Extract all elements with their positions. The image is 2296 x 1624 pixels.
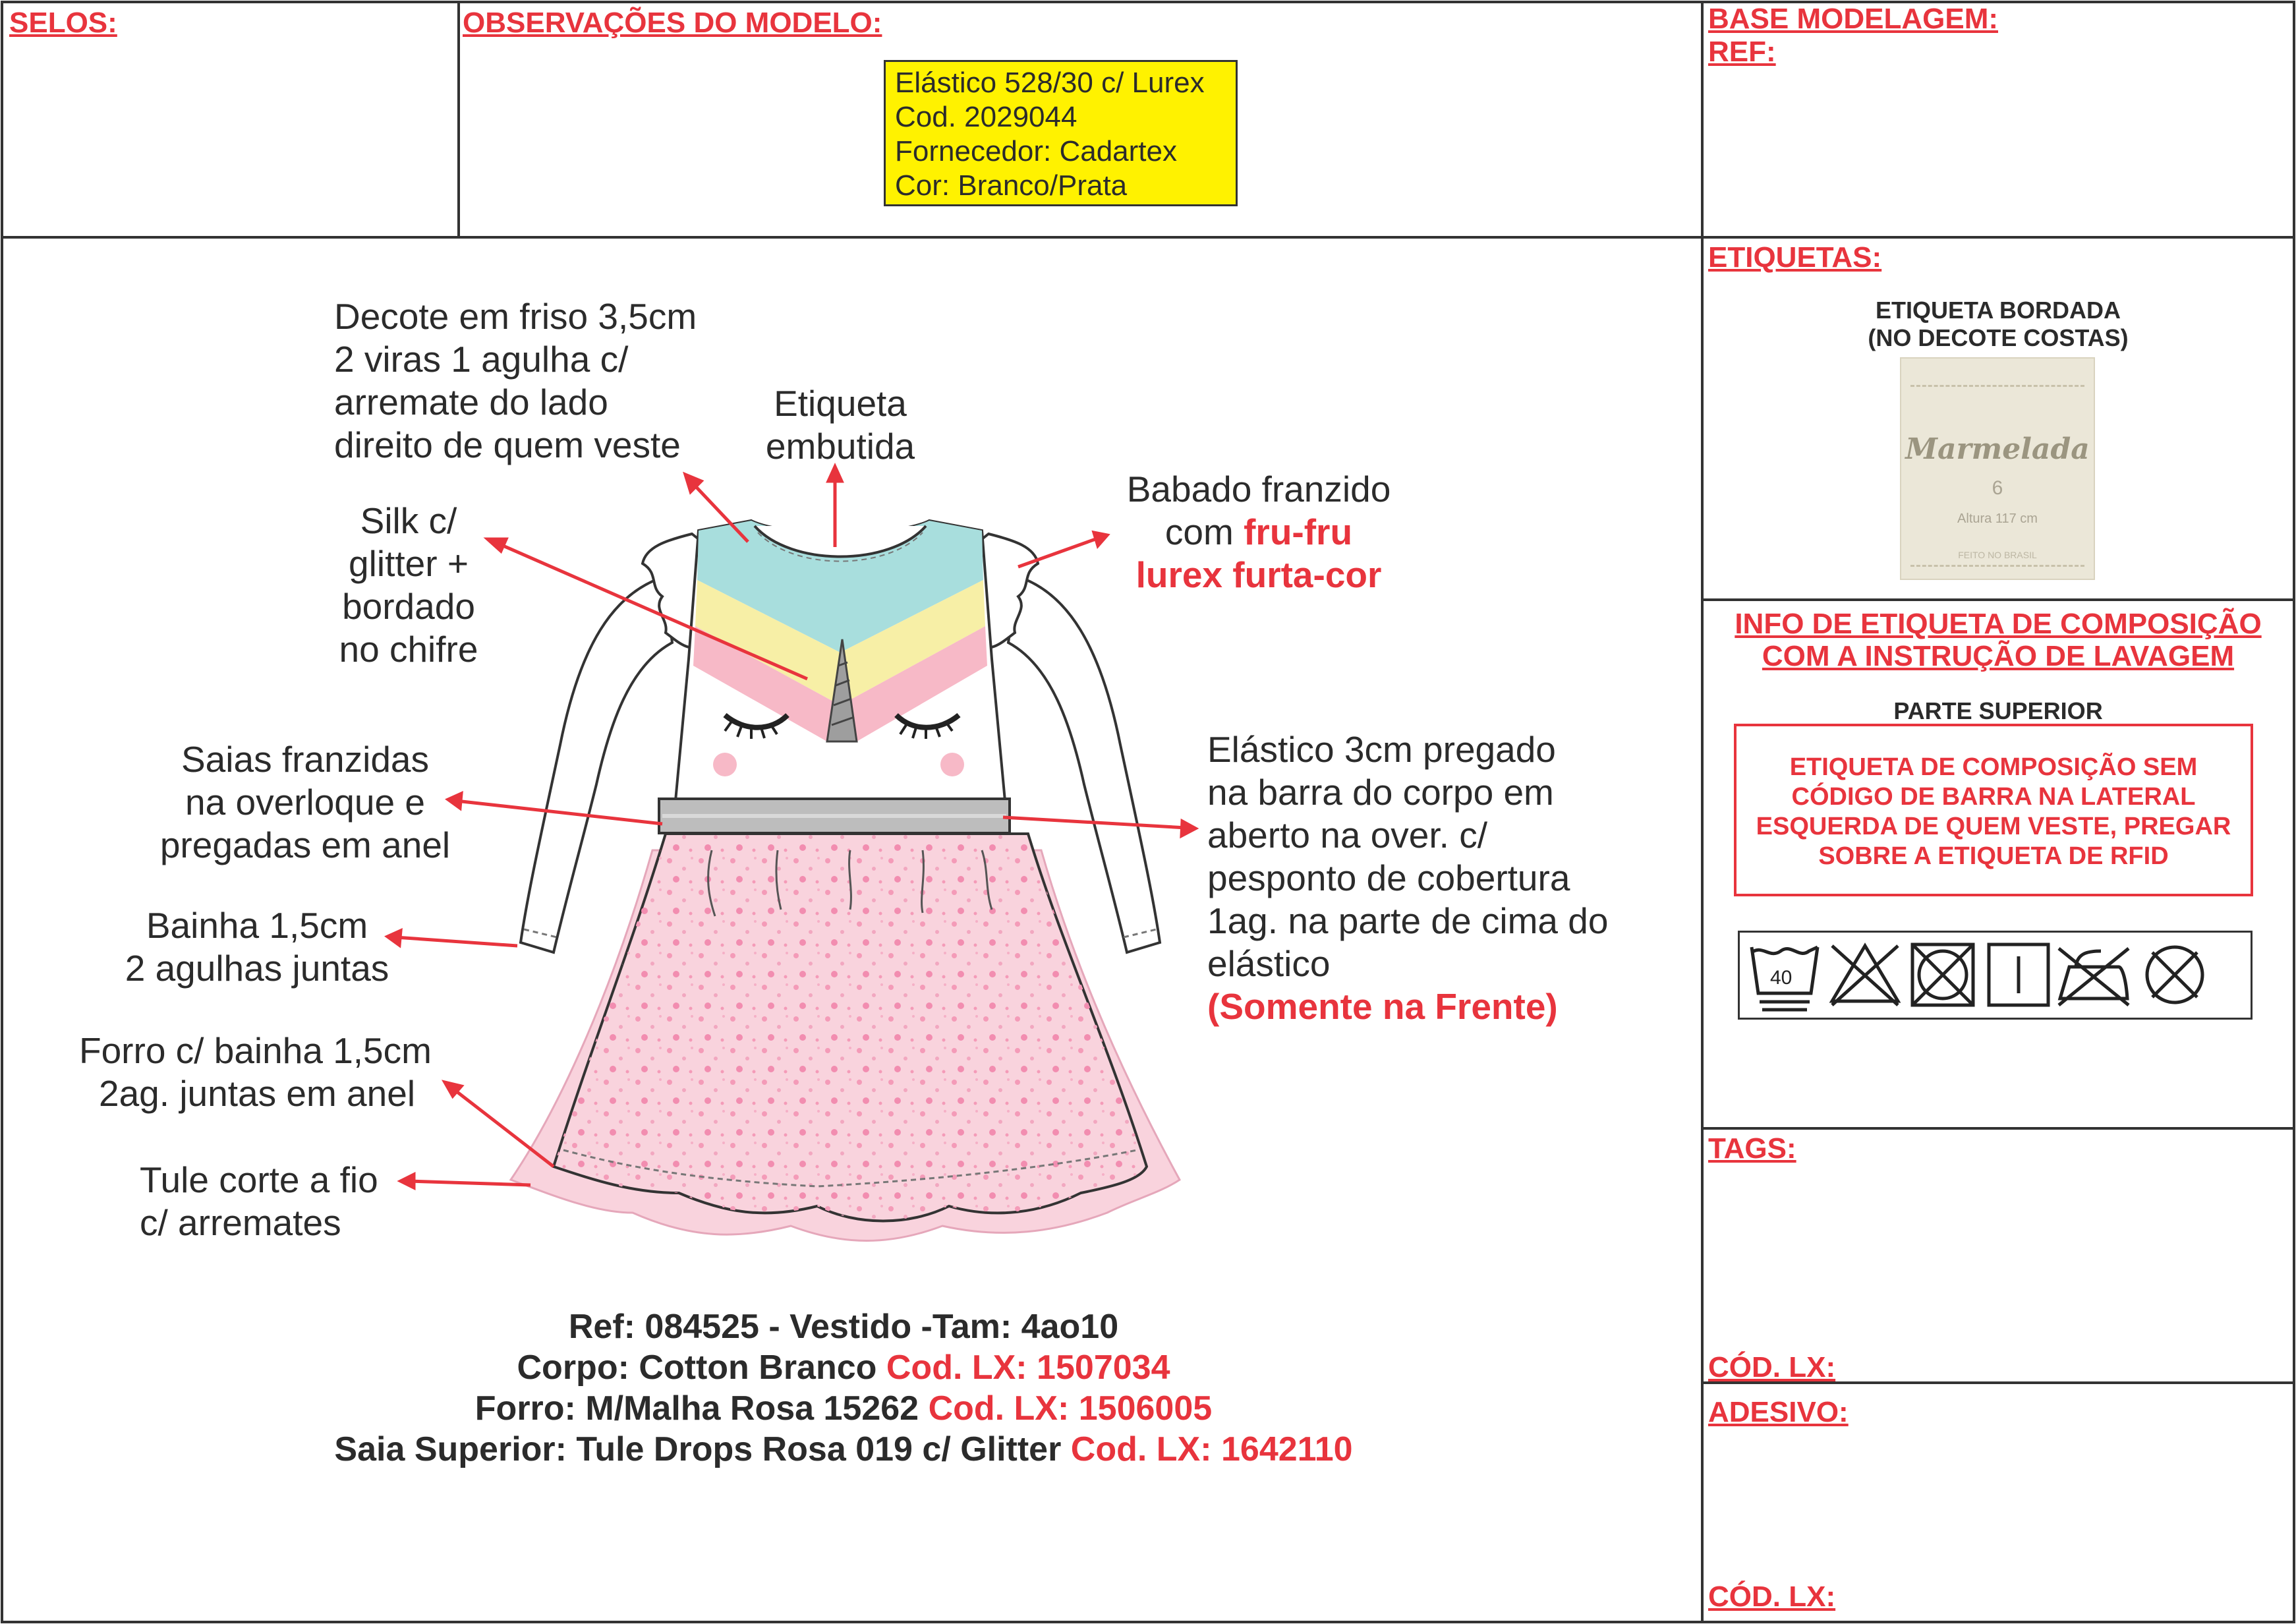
note-tule	[140, 1159, 378, 1244]
label-size: 6	[1992, 477, 2003, 499]
wash-temperature: 40	[1770, 967, 1793, 989]
reference-text: Saia Superior: Tule Drops Rosa 019 c/ Glitter	[334, 1430, 1071, 1468]
note-line: Etiqueta	[774, 383, 907, 424]
tags-header: TAGS:	[1708, 1132, 1796, 1165]
note-etiqueta	[751, 382, 929, 468]
note-highlight: lurex furta-cor	[1135, 554, 1382, 595]
note-line: Babado franzido	[1126, 469, 1391, 509]
no-bleach-icon	[1832, 946, 1898, 1005]
note-saias	[137, 738, 473, 867]
note-line: Bainha 1,5cm	[146, 905, 368, 946]
reference-line	[171, 1347, 1516, 1388]
note-line: na barra do corpo em	[1207, 772, 1554, 813]
note-line: Tule corte a fio	[140, 1159, 378, 1200]
note-line: embutida	[765, 426, 915, 467]
care-symbols	[1740, 933, 2251, 1018]
wash-40-icon	[1752, 947, 1818, 1010]
reference-code: Cod. LX: 1507034	[886, 1348, 1170, 1387]
reference-code: Cod. LX: 1642110	[1070, 1430, 1353, 1468]
info-header-line1: INFO DE ETIQUETA DE COMPOSIÇÃO	[1735, 608, 2262, 640]
note-line: glitter +	[349, 543, 469, 584]
note-line: pregadas em anel	[159, 825, 451, 865]
note-highlight: (Somente na Frente)	[1207, 986, 1558, 1027]
reference-text: Corpo: Cotton Branco	[517, 1348, 886, 1387]
etiquetas-header: ETIQUETAS:	[1708, 241, 1882, 274]
selos-header: SELOS:	[9, 7, 117, 39]
note-line: elástico	[1207, 943, 1331, 984]
note-line: 2 agulhas juntas	[125, 948, 389, 989]
note-silk	[323, 500, 494, 671]
note-line: 1ag. na parte de cima do	[1207, 900, 1609, 941]
info-header-line2: COM A INSTRUÇÃO DE LAVAGEM	[1762, 640, 2235, 673]
reference-line: Ref: 084525 - Vestido -Tam: 4ao10	[568, 1308, 1119, 1346]
reference-code: Cod. LX: 1506005	[928, 1389, 1213, 1428]
note-highlight: fru-fru	[1244, 511, 1353, 552]
no-tumble-dry-icon	[1912, 944, 1973, 1005]
note-decote	[334, 295, 697, 467]
instruction-line: SOBRE A ETIQUETA DE RFID	[1818, 842, 2169, 870]
reference-text: Forro: M/Malha Rosa 15262	[474, 1389, 929, 1428]
no-iron-icon	[2059, 948, 2129, 1005]
etiqueta-title-line: ETIQUETA BORDADA	[1876, 297, 2121, 324]
label-stitching	[1910, 385, 2084, 567]
etiqueta-title-line: (NO DECOTE COSTAS)	[1868, 324, 2129, 351]
note-line	[1094, 511, 1423, 554]
note-babado	[1094, 468, 1423, 596]
cod-lx-label: CÓD. LX:	[1708, 1580, 1836, 1613]
supplier-note-line: Elástico 528/30 c/ Lurex	[895, 67, 1205, 99]
note-line: no chifre	[339, 629, 478, 670]
note-line: Elástico 3cm pregado	[1207, 729, 1556, 770]
label-brand: Marmelada	[1905, 432, 2090, 466]
note-text: com	[1164, 511, 1244, 552]
note-line: Silk c/	[360, 500, 457, 541]
note-line: Forro c/ bainha 1,5cm	[79, 1030, 432, 1071]
no-dry-clean-icon	[2147, 947, 2202, 1002]
observacoes-header: OBSERVAÇÕES DO MODELO:	[463, 7, 882, 39]
instruction-line: ETIQUETA DE COMPOSIÇÃO SEM	[1789, 753, 2198, 781]
ref-header: REF:	[1708, 36, 1776, 68]
instruction-line: CÓDIGO DE BARRA NA LATERAL	[1791, 783, 2196, 811]
note-line: c/ arremates	[140, 1202, 341, 1243]
instruction-line: ESQUERDA DE QUEM VESTE, PREGAR	[1756, 813, 2231, 840]
note-elastico	[1207, 728, 1608, 1028]
reference-block	[171, 1306, 1516, 1470]
label-origin: FEITO NO BRASIL	[1958, 550, 2037, 560]
note-forro	[79, 1030, 432, 1115]
etiqueta-bordada-title	[1706, 297, 2291, 352]
note-line: pesponto de cobertura	[1207, 857, 1570, 898]
line-dry-icon	[1989, 944, 2048, 1005]
parte-superior-label: PARTE SUPERIOR	[1893, 697, 2103, 724]
supplier-note-line: Fornecedor: Cadartex	[895, 135, 1177, 167]
brand-label-image	[1900, 357, 2095, 580]
note-line: Saias franzidas	[181, 739, 430, 780]
care-symbols-box	[1738, 931, 2253, 1020]
note-line: 2 viras 1 agulha c/	[334, 339, 629, 380]
adesivo-header: ADESIVO:	[1708, 1396, 1849, 1428]
note-line: bordado	[342, 586, 475, 627]
reference-line	[171, 1429, 1516, 1470]
note-bainha	[105, 904, 409, 990]
note-line: arremate do lado	[334, 382, 608, 422]
cod-lx-label: CÓD. LX:	[1708, 1351, 1836, 1383]
reference-line	[171, 1388, 1516, 1429]
note-line: Decote em friso 3,5cm	[334, 296, 697, 337]
note-line: aberto na over. c/	[1207, 815, 1487, 856]
note-line: na overloque e	[185, 782, 425, 823]
supplier-note-line: Cod. 2029044	[895, 101, 1077, 133]
supplier-note-line: Cor: Branco/Prata	[895, 169, 1128, 202]
note-line: 2ag. juntas em anel	[99, 1073, 416, 1114]
base-modelagem-header: BASE MODELAGEM:	[1708, 3, 1998, 35]
note-line: direito de quem veste	[334, 424, 681, 465]
label-height: Altura 117 cm	[1957, 511, 2038, 526]
composition-instruction-box	[1734, 724, 2253, 896]
